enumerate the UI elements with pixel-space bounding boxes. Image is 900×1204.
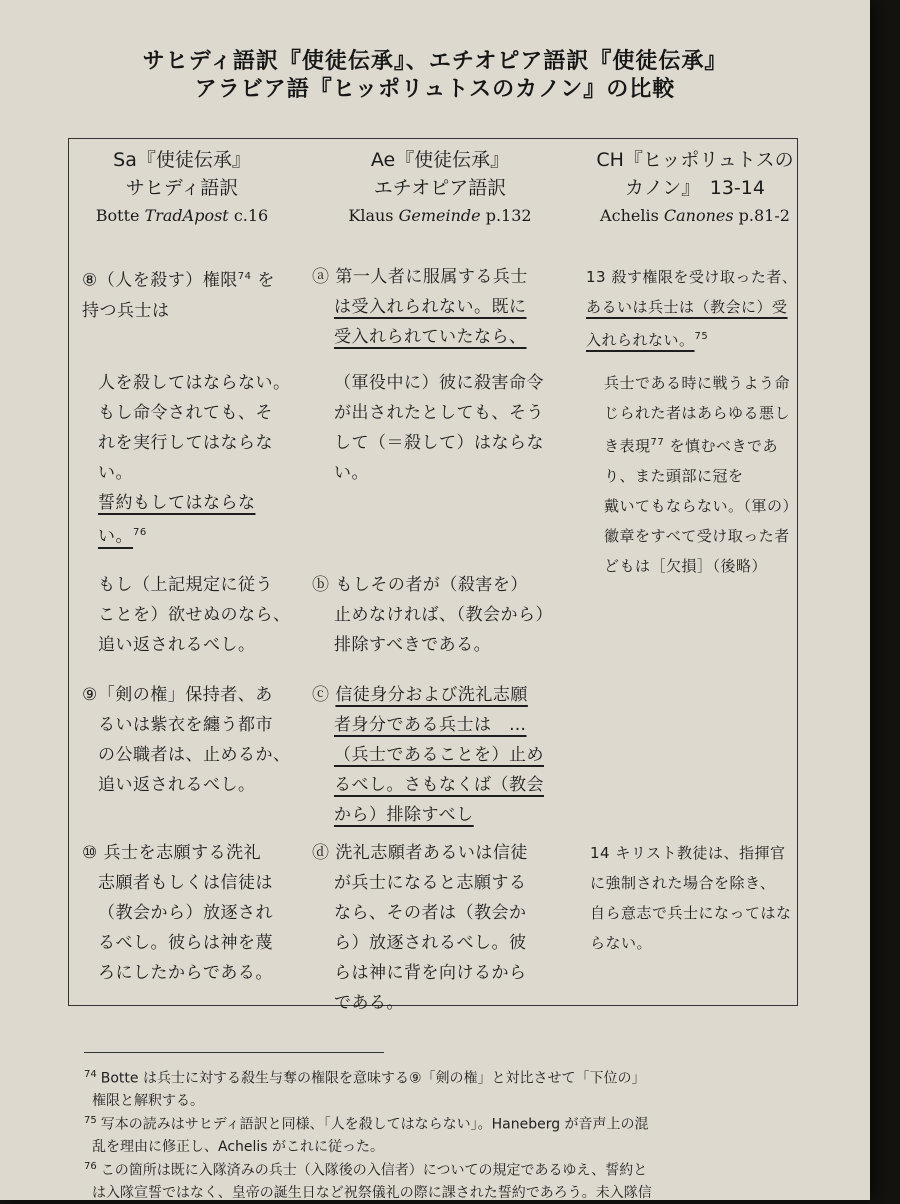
footnote-76: $^{76}$ この箇所は既に入隊済みの兵士（入隊後の入信者）についての規定であるゆえ、誓約と は入隊宣誓ではなく、皇帝の誕生日など祝祭儀礼の際に課された誓約であろう。未入隊信 [84,1161,652,1201]
footnote-divider [84,1052,384,1053]
column-header-ch: CH『ヒッポリュトスの カノン』 13-14 Achelis Canones p.81-2 [590,146,800,225]
source-ref-sa: Botte TradApost c.16 [95,206,269,225]
source-ref-ae: Klaus Gemeinde p.132 [348,206,532,225]
ae-cell-d: ⓓ 洗礼志願者あるいは信徒 が兵士になると志願する なら、その者は（教会か ら）放逐されるべし。彼 らは神に背を向けるから である。 [312,843,528,1013]
ae-cell-c: ⓒ 信徒身分および洗礼志願 者身分である兵士は … （兵士であることを）止め るべし。さもなくば（教会 から）排除すべし [312,685,544,825]
ch-cell-13: 13 殺す権限を受け取った者、 あるいは兵士は（教会に）受 入れられない。$^{75}$ [586,268,798,349]
column-header-sa: Sa『使徒伝承』 サヒディ語訳 Botte TradApost c.16 [84,146,280,225]
sa-cell-refuse: もし（上記規定に従う ことを）欲せぬのなら、 追い返されるべし。 [98,575,291,655]
page-subtitle: アラビア語『ヒッポリュトスのカノン』の比較 [194,77,676,102]
ae-cell-a: ⓐ 第一人者に服属する兵士 は受入れられない。既に 受入れられていたなら、 [312,267,528,347]
sa-cell-9: ⑨「剣の権」保持者、あ るいは紫衣を纏う都市 の公職者は、止めるか、 追い返されるべし。 [82,685,291,795]
footnote-74: $^{74}$ Botte は兵士に対する殺生与奪の権限を意味する⑨「剣の権」と対比させて「下位の」 権限と解釈する。 [84,1069,646,1109]
sa-cell-10: ⑩ 兵士を志願する洗礼 志願者もしくは信徒は （教会から）放逐され るべし。彼らは神を蔑 ろにしたからである。 [82,843,273,983]
ae-cell-b: ⓑ もしその者が（殺害を） 止めなければ、（教会から） 排除すべきである。 [312,575,553,655]
column-header-ae: Ae『使徒伝承』 エチオピア語訳 Klaus Gemeinde p.132 [320,146,560,225]
ae-cell-order: （軍役中に）彼に殺害命令 が出されたとしても、そう して（＝殺して）はならな い。 [334,373,544,483]
source-ref-ch: Achelis Canones p.81-2 [600,206,790,225]
sa-cell-kill: 人を殺してはならない。 もし命令されても、そ れを実行してはならな い。 誓約もしてはならな い。$^{76}$ [98,373,291,547]
ch-cell-14: 14 キリスト教徒は、指揮官 に強制された場合を除き、 自ら意志で兵士になってはな らない。 [590,844,792,952]
ch-cell-soldier: 兵士である時に戦うよう命 じられた者はあらゆる悪し き表現$^{77}$ を慎むべきであ り、また頭部に冠を 戴いてもならない。（軍の） 徽章をすべて受け取った者 どもは［欠損］（後略） [604,374,799,575]
sa-cell-8: ⑧（人を殺す）権限$^{74}$ を 持つ兵士は [82,270,275,321]
page-title: サヒディ語訳『使徒伝承』、エチオピア語訳『使徒伝承』 [142,49,728,74]
footnote-75: $^{75}$ 写本の読みはサヒディ語訳と同様、「人を殺してはならない」。Haneberg が音声上の混 乱を理由に修正し、Achelis がこれに従った。 [84,1115,649,1155]
